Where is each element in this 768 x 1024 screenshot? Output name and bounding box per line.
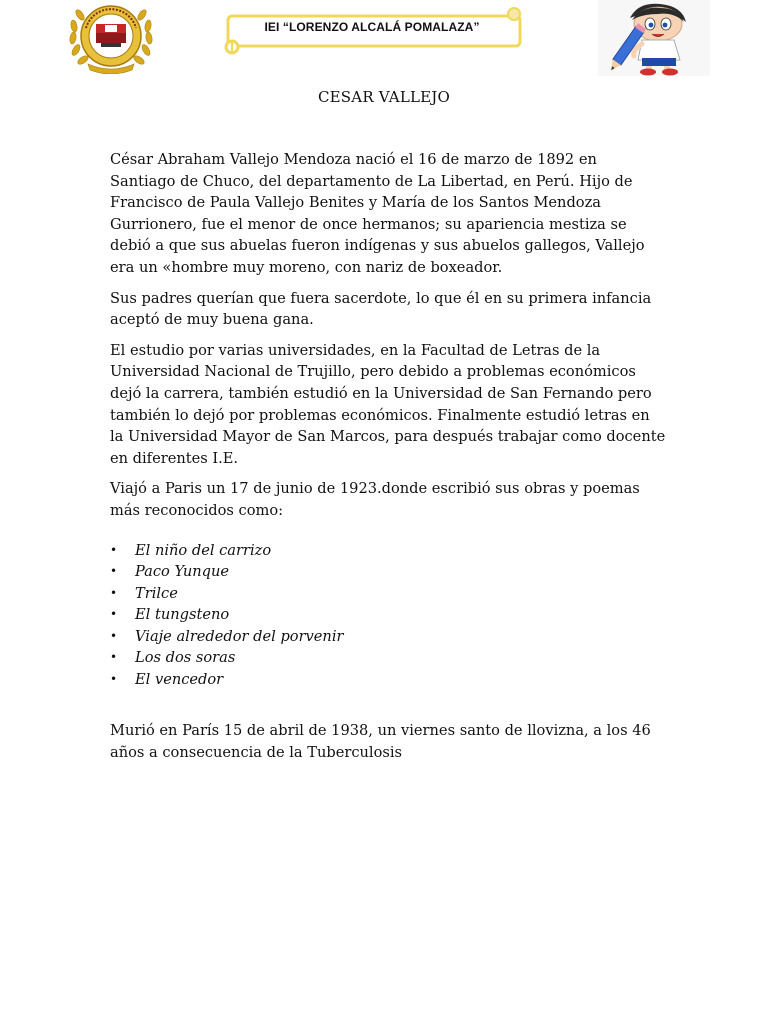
paragraph-paris: Viajó a Paris un 17 de junio de 1923.donde escribió sus obras y poemas más reconocidos como: xyxy=(110,480,640,519)
works-list-item: • El vencedor xyxy=(110,669,666,691)
school-name: IEI “LORENZO ALCALÁ POMALAZA” xyxy=(264,20,480,34)
works-list-item: • Los dos soras xyxy=(110,647,666,669)
works-list xyxy=(110,540,666,691)
student-mascot-with-pencil-icon xyxy=(598,0,710,76)
works-list-item: • Paco Yunque xyxy=(110,561,666,583)
works-list-item: • Viaje alrededor del porvenir xyxy=(110,626,666,648)
works-list-item: • El tungsteno xyxy=(110,604,666,626)
document-title: CESAR VALLEJO xyxy=(317,88,451,106)
school-crest-icon xyxy=(66,0,156,74)
works-list-item: • El niño del carrizo xyxy=(110,540,666,562)
paragraph-birth: César Abraham Vallejo Mendoza nació el 16 de marzo de 1892 en Santiago de Chuco, del departamento de La Libertad, en Perú. Hijo de Francisco de Paula Vallejo Benites y María de los Santos Mendoza Gurrionero, fue el menor de once hermanos; su apariencia mestiza se debió a que sus abuelas fueron indígenas y sus abuelos gallegos, Vallejo era un «hombre muy moreno, con nariz de boxeador. xyxy=(110,151,645,276)
paragraph-death: Murió en París 15 de abril de 1938, un viernes santo de llovizna, a los 46 años a consecuencia de la Tuberculosis xyxy=(110,722,651,761)
paragraph-parents: Sus padres querían que fuera sacerdote, lo que él en su primera infancia aceptó de muy buena gana. xyxy=(110,289,652,329)
document-body xyxy=(110,149,666,772)
paragraph-studies: El estudio por varias universidades, en la Facultad de Letras de la Universidad Nacional de Trujillo, pero debido a problemas económicos dejó la carrera, también estudió en la Universidad de San Fernando pero también lo dejó por problemas económicos. Finalmente estudió letras en la Universidad Mayor de San Marcos, para después trabajar como docente en diferentes I.E. xyxy=(110,341,666,467)
works-list-item: • Trilce xyxy=(110,583,666,605)
